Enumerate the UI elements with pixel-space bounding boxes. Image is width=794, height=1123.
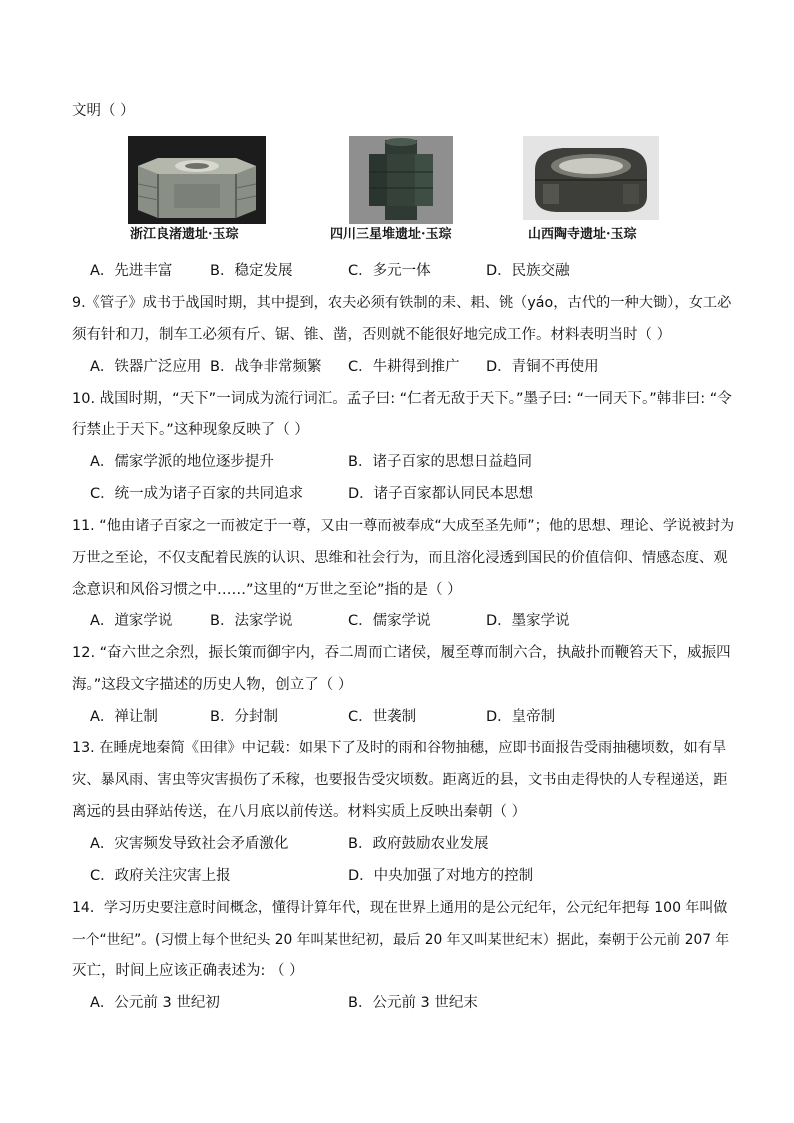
q9-option-d[interactable]: D．青铜不再使用 bbox=[486, 359, 599, 375]
q12-option-d[interactable]: D．皇帝制 bbox=[486, 709, 556, 725]
q12-option-b[interactable]: B．分封制 bbox=[210, 709, 278, 725]
q12-option-a[interactable]: A．禅让制 bbox=[90, 709, 158, 725]
q9-stem-line-2: 须有针和刀，制车工必须有斤、锯、锥、凿，否则就不能很好地完成工作。材料表明当时（ ） bbox=[72, 327, 672, 343]
question-8-stem-tail: 文明（ ） bbox=[72, 103, 135, 119]
q13-option-c[interactable]: C．政府关注灾害上报 bbox=[90, 868, 231, 884]
q13-stem-line-3: 离远的县由驿站传送，在八月底以前传送。材料实质上反映出秦朝（ ） bbox=[72, 804, 527, 820]
q11-option-c[interactable]: C．儒家学说 bbox=[348, 613, 431, 629]
q8-option-d[interactable]: D．民族交融 bbox=[486, 263, 570, 279]
q11-stem-line-1: 11. “他由诸子百家之一而被定于一尊，又由一尊而被奉成“大成至圣先师”；他的思想、理论、学说被封为 bbox=[72, 518, 735, 534]
q12-option-c[interactable]: C．世袭制 bbox=[348, 709, 417, 725]
q9-option-c[interactable]: C．牛耕得到推广 bbox=[348, 359, 460, 375]
q10-option-d[interactable]: D．诸子百家都认同民本思想 bbox=[348, 486, 534, 502]
q14-stem-line-2: 一个“世纪”。(习惯上每个世纪头 20 年叫某世纪初，最后 20 年又叫某世纪末）据此，秦朝于公元前 207 年 bbox=[72, 932, 730, 948]
q13-option-b[interactable]: B．政府鼓励农业发展 bbox=[348, 836, 489, 852]
q11-option-a[interactable]: A．道家学说 bbox=[90, 613, 173, 629]
q14-option-a[interactable]: A．公元前 3 世纪初 bbox=[90, 995, 220, 1011]
q12-stem-line-1: 12. “奋六世之余烈，振长策而御宇内，吞二周而亡诸侯，履至尊而制六合，执敲扑而鞭笞天下，威振四 bbox=[72, 645, 731, 661]
q13-stem-line-1: 13. 在睡虎地秦简《田律》中记载：如果下了及时的雨和谷物抽穗，应即书面报告受雨抽穗顷数，如有旱 bbox=[72, 740, 727, 756]
q9-option-a[interactable]: A．铁器广泛应用 bbox=[90, 359, 202, 375]
q13-option-a[interactable]: A．灾害频发导致社会矛盾激化 bbox=[90, 836, 289, 852]
q10-stem-line-2: 行禁止于天下。”这种现象反映了（ ） bbox=[72, 422, 309, 438]
q10-option-c[interactable]: C．统一成为诸子百家的共同追求 bbox=[90, 486, 304, 502]
q8-option-c[interactable]: C．多元一体 bbox=[348, 263, 431, 279]
q14-stem-line-3: 灭亡，时间上应该正确表述为: （ ） bbox=[72, 963, 304, 979]
taosi-jade-cong-image bbox=[523, 136, 659, 220]
q9-stem-line-1: 9.《管子》成书于战国时期，其中提到，农夫必须有铁制的耒、耜、铫（yáo，古代的一种大锄），女工必 bbox=[72, 295, 732, 311]
sanxingdui-caption: 四川三星堆遗址·玉琮 bbox=[330, 227, 452, 242]
q14-option-b[interactable]: B．公元前 3 世纪末 bbox=[348, 995, 478, 1011]
q11-stem-line-2: 万世之至论，不仅支配着民族的认识、思维和社会行为，而且溶化浸透到国民的价值信仰、情感态度、观 bbox=[72, 550, 728, 566]
q10-option-b[interactable]: B．诸子百家的思想日益趋同 bbox=[348, 454, 532, 470]
q8-option-a[interactable]: A．先进丰富 bbox=[90, 263, 173, 279]
q13-option-d[interactable]: D．中央加强了对地方的控制 bbox=[348, 868, 534, 884]
q13-stem-line-2: 灾、暴风雨、害虫等灾害损伤了禾稼，也要报告受灾顷数。距离近的县，文书由走得快的人专程递送，距 bbox=[72, 772, 728, 788]
q12-stem-line-2: 海。”这段文字描述的历史人物，创立了（ ） bbox=[72, 677, 353, 693]
q9-option-b[interactable]: B．战争非常频繁 bbox=[210, 359, 322, 375]
q11-stem-line-3: 念意识和风俗习惯之中……”这里的“万世之至论”指的是（ ） bbox=[72, 582, 462, 598]
taosi-caption: 山西陶寺遗址·玉琮 bbox=[528, 227, 637, 242]
q10-stem-line-1: 10. 战国时期，“天下”一词成为流行词汇。孟子曰: “仁者无敌于天下。”墨子曰: “一同天下。”韩非曰: “令 bbox=[72, 391, 732, 407]
liangzhu-caption: 浙江良渚遗址·玉琮 bbox=[130, 227, 239, 242]
q11-option-d[interactable]: D．墨家学说 bbox=[486, 613, 570, 629]
q8-option-b[interactable]: B．稳定发展 bbox=[210, 263, 293, 279]
sanxingdui-jade-cong-image bbox=[349, 136, 453, 224]
q11-option-b[interactable]: B．法家学说 bbox=[210, 613, 293, 629]
q14-stem-line-1: 14．学习历史要注意时间概念，懂得计算年代，现在世界上通用的是公元纪年，公元纪年把每 100 年叫做 bbox=[72, 900, 728, 916]
q10-option-a[interactable]: A．儒家学派的地位逐步提升 bbox=[90, 454, 274, 470]
liangzhu-jade-cong-image bbox=[128, 136, 266, 224]
